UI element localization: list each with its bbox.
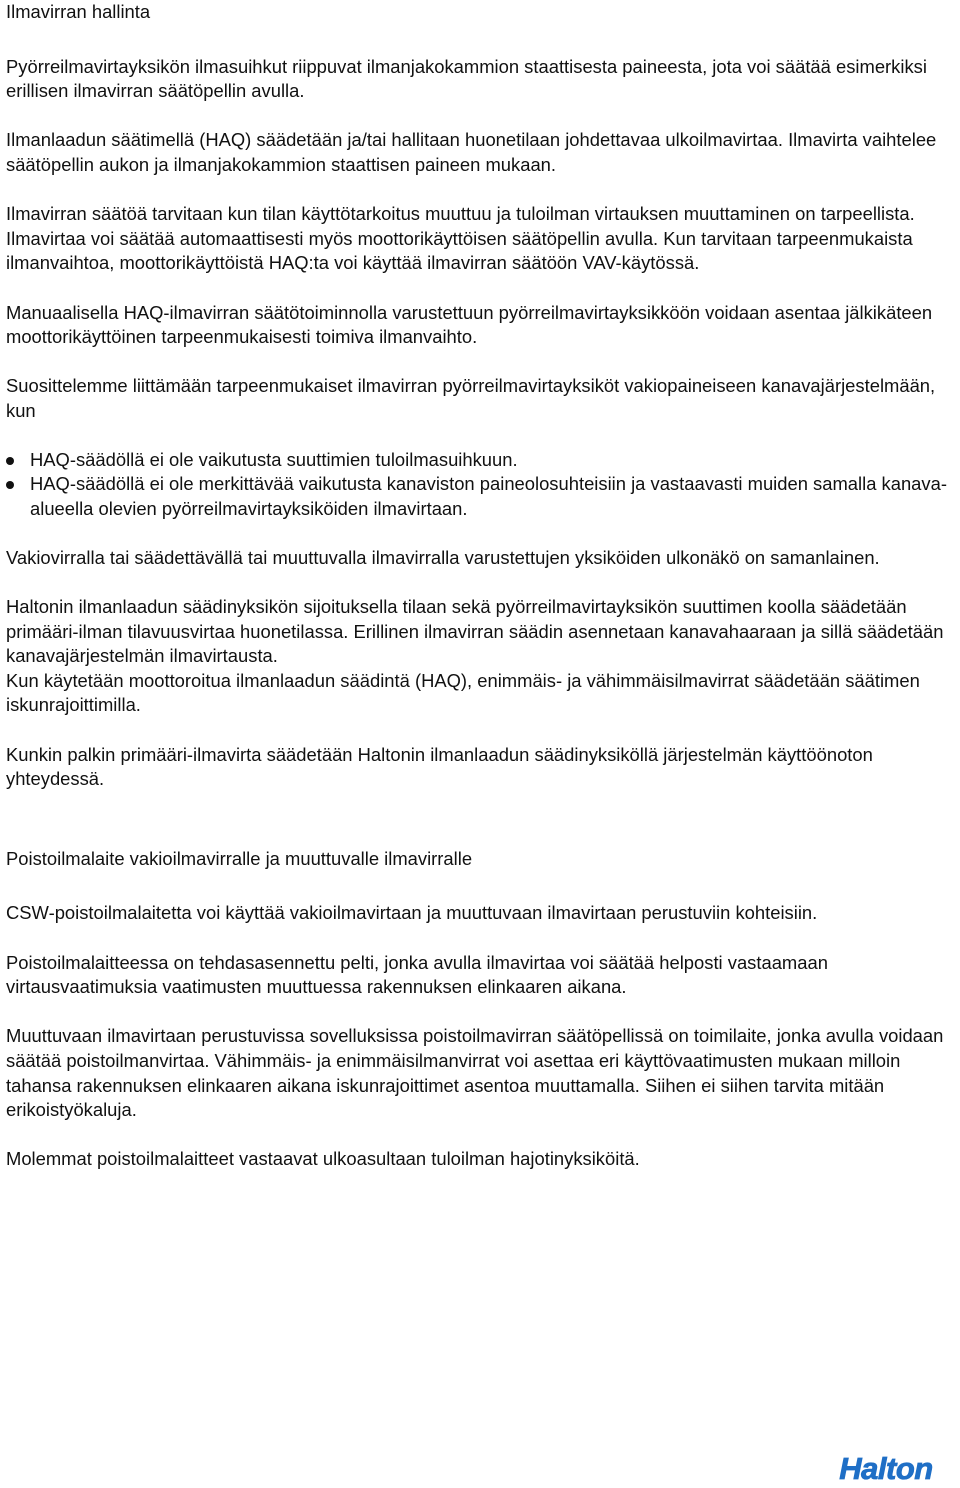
document-page — [6, 0, 958, 1197]
list-item — [6, 472, 958, 521]
paragraph: Suosittelemme liittämään tarpeenmukaiset ilmavirran pyörreilmavirtayksiköt vakiopaineiseen kanavajärjestelmään, kun — [6, 375, 936, 421]
list-item-text: HAQ-säädöllä ei ole merkittävää vaikutusta kanaviston paineolosuhteisiin ja vastaavasti muiden samalla kanava-alueella olevien pyörreilmavirtayksiköiden ilmavirtaan. — [30, 473, 947, 519]
section-title-exhaust-unit: Poistoilmalaite vakioilmavirralle ja muuttuvalle ilmavirralle — [6, 847, 473, 869]
paragraph: Kun käytetään moottoroitua ilmanlaadun säädintä (HAQ), enimmäis- ja vähimmäisilmavirrat säädetään säätimen iskunrajoittimilla. — [6, 669, 920, 716]
bullet-icon — [6, 457, 14, 465]
paragraph: Manuaalisella HAQ-ilmavirran säätötoiminnolla varustettuun pyörreilmavirtayksikköön voidaan asentaa jälkikäteen moottorikäyttöinen tarpeenmukaisesti toimiva ilmanvaihto. — [6, 301, 933, 348]
paragraph: CSW-poistoilmalaitetta voi käyttää vakioilmavirtaan ja muuttuvaan ilmavirtaan perustuviin kohteisiin. — [6, 902, 818, 924]
list-item-text: HAQ-säädöllä ei ole vaikutusta suuttimien tuloilmasuihkuun. — [30, 448, 518, 470]
section-title-airflow-control: Ilmavirran hallinta — [6, 1, 151, 22]
halton-logo — [818, 1448, 954, 1488]
paragraph: Ilmavirran säätöä tarvitaan kun tilan käyttötarkoitus muuttuu ja tuloilman virtauksen muuttaminen on tarpeellista. Ilmavirtaa voi säätää automaattisesti myös moottorikäyttöisen säätöpellin avulla. Kun tarvitaan tarpeenmukaista ilmanvaihtoa, moottorikäyttöistä HAQ:ta voi käyttää ilmavirran säätöön VAV-käytössä. — [6, 203, 915, 274]
paragraph: Vakiovirralla tai säädettävällä tai muuttuvalla ilmavirralla varustettujen yksiköiden ulkonäkö on samanlainen. — [6, 546, 880, 568]
paragraph: Haltonin ilmanlaadun säädinyksikön sijoituksella tilaan sekä pyörreilmavirtayksikön suuttimen koolla säädetään primääri-ilman tilavuusvirtaa huonetilassa. Erillinen ilmavirran säädin asennetaan kanavahaaraan ja sillä säädetään kanavajärjestelmän ilmavirtausta. — [6, 596, 944, 667]
halton-logo-text: Halton — [839, 1451, 933, 1486]
bullet-list — [6, 448, 958, 522]
paragraph: Muuttuvaan ilmavirtaan perustuvissa sovelluksissa poistoilmavirran säätöpellissä on toimilaite, jonka avulla voidaan säätää poistoilmanvirtaa. Vähimmäis- ja enimmäisilmanvirrat voi asettaa eri käyttövaatimusten mukaan milloin tahansa rakennuksen elinkaaren aikana iskunrajoittimet asentoa muuttamalla. Siihen ei siihen tarvita mitään erikoistyökaluja. — [6, 1025, 944, 1121]
paragraph: Kunkin palkin primääri-ilmavirta säädetään Haltonin ilmanlaadun säädinyksiköllä järjestelmän käyttöönoton yhteydessä. — [6, 743, 873, 790]
paragraph: Molemmat poistoilmalaitteet vastaavat ulkoasultaan tuloilman hajotinyksiköitä. — [6, 1148, 640, 1170]
paragraph: Pyörreilmavirtayksikön ilmasuihkut riippuvat ilmanjakokammion staattisesta paineesta, jota voi säätää esimerkiksi erillisen ilmavirran säätöpellin avulla. — [6, 55, 927, 102]
bullet-icon — [6, 481, 14, 489]
list-item — [6, 448, 958, 473]
paragraph: Poistoilmalaitteessa on tehdasasennettu pelti, jonka avulla ilmavirtaa voi säätää helposti vastaamaan virtausvaatimuksia vaatimusten muuttuessa rakennuksen elinkaaren aikana. — [6, 951, 828, 998]
paragraph: Ilmanlaadun säätimellä (HAQ) säädetään ja/tai hallitaan huonetilaan johdettavaa ulkoilmavirtaa. Ilmavirta vaihtelee säätöpellin aukon ja ilmanjakokammion staattisen paineen mukaan. — [6, 129, 937, 175]
